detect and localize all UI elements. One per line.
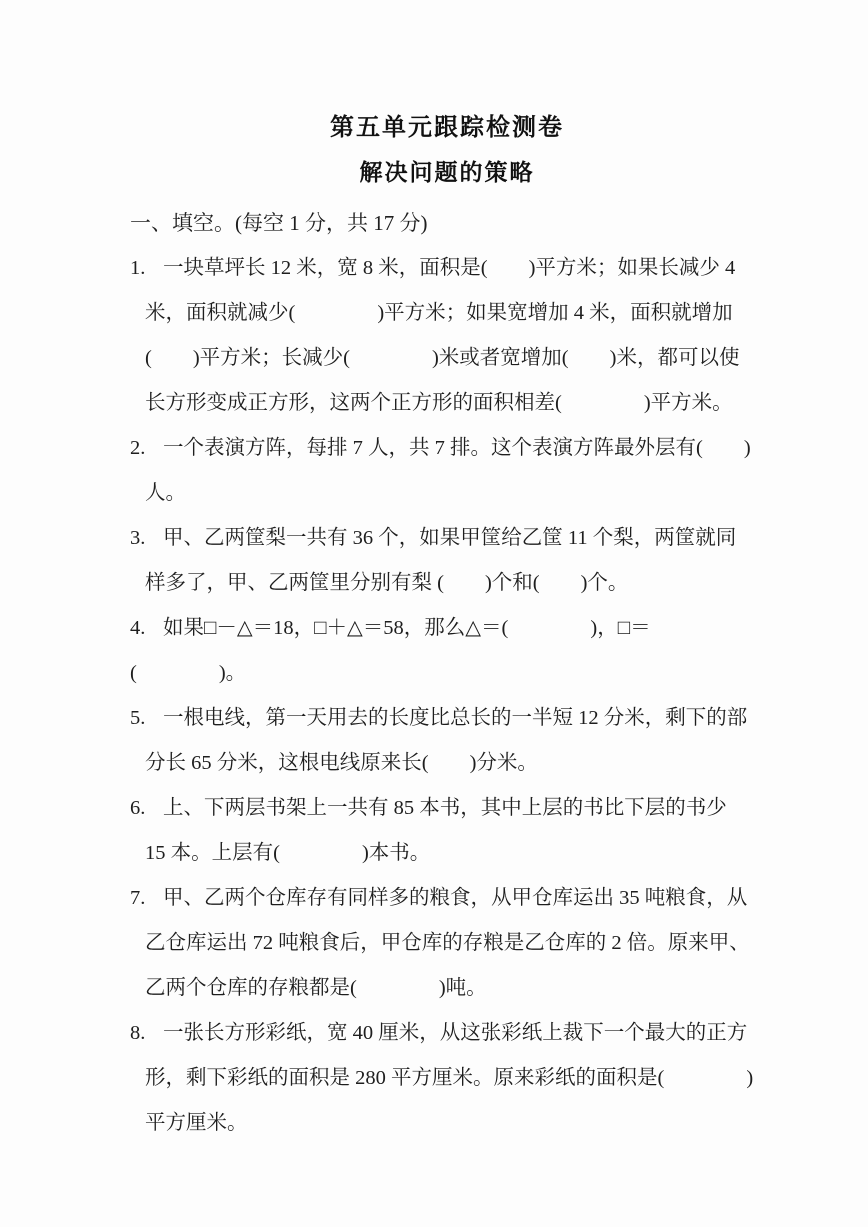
question-line: ( )平方米；长减少( )米或者宽增加( )米，都可以使 — [145, 347, 740, 369]
question-line: 样多了，甲、乙两筐里分别有梨 ( )个和( )个。 — [145, 572, 629, 594]
question-3 — [130, 516, 764, 606]
question-text: 一个表演方阵，每排 7 人，共 7 排。这个表演方阵最外层有( ) — [163, 437, 751, 459]
question-number: 5. — [130, 707, 146, 729]
question-5 — [130, 696, 764, 786]
question-text: 甲、乙两个仓库存有同样多的粮食，从甲仓库运出 35 吨粮食，从 — [163, 887, 748, 909]
question-number: 7. — [130, 887, 146, 909]
question-line: 分长 65 分米，这根电线原来长( )分米。 — [145, 752, 538, 774]
question-line: 人。 — [145, 482, 186, 504]
question-text: 一根电线，第一天用去的长度比总长的一半短 12 分米，剩下的部 — [163, 707, 748, 729]
question-number: 3. — [130, 527, 146, 549]
question-text: 如果□－△＝18，□＋△＝58，那么△＝( )，□＝( )。 — [130, 617, 651, 684]
question-line — [130, 786, 764, 831]
question-line: 形，剩下彩纸的面积是 280 平方厘米。原来彩纸的面积是( ) — [145, 1067, 754, 1089]
section-heading: 一、填空。(每空 1 分，共 17 分) — [130, 211, 428, 235]
question-number: 4. — [130, 617, 146, 639]
question-line — [130, 876, 764, 921]
question-line: 乙仓库运出 72 吨粮食后，甲仓库的存粮是乙仓库的 2 倍。原来甲、 — [145, 932, 750, 954]
question-8 — [130, 1011, 764, 1146]
question-text: 一张长方形彩纸，宽 40 厘米，从这张彩纸上裁下一个最大的正方 — [163, 1022, 748, 1044]
question-line — [130, 246, 764, 291]
page-subtitle: 解决问题的策略 — [359, 159, 535, 186]
question-line: 长方形变成正方形，这两个正方形的面积相差( )平方米。 — [145, 392, 733, 414]
question-text: 一块草坪长 12 米，宽 8 米，面积是( )平方米；如果长减少 4 — [163, 257, 736, 279]
question-number: 6. — [130, 797, 146, 819]
question-6 — [130, 786, 764, 876]
question-line — [130, 696, 764, 741]
question-2 — [130, 426, 764, 516]
question-4 — [130, 606, 764, 696]
question-line: 乙两个仓库的存粮都是( )吨。 — [145, 977, 487, 999]
question-number: 1. — [130, 257, 146, 279]
page-title: 第五单元跟踪检测卷 — [330, 112, 564, 141]
question-number: 8. — [130, 1022, 146, 1044]
question-line: 平方厘米。 — [145, 1112, 248, 1134]
question-text: 上、下两层书架上一共有 85 本书，其中上层的书比下层的书少 — [163, 797, 727, 819]
question-line — [130, 1011, 764, 1056]
question-line — [130, 606, 764, 696]
question-line: 15 本。上层有( )本书。 — [145, 842, 431, 864]
question-number: 2. — [130, 437, 146, 459]
question-line: 米，面积就减少( )平方米；如果宽增加 4 米，面积就增加 — [145, 302, 733, 324]
question-7 — [130, 876, 764, 1011]
question-line — [130, 516, 764, 561]
question-1 — [130, 246, 764, 426]
question-line — [130, 426, 764, 471]
question-text: 甲、乙两筐梨一共有 36 个，如果甲筐给乙筐 11 个梨，两筐就同 — [163, 527, 737, 549]
